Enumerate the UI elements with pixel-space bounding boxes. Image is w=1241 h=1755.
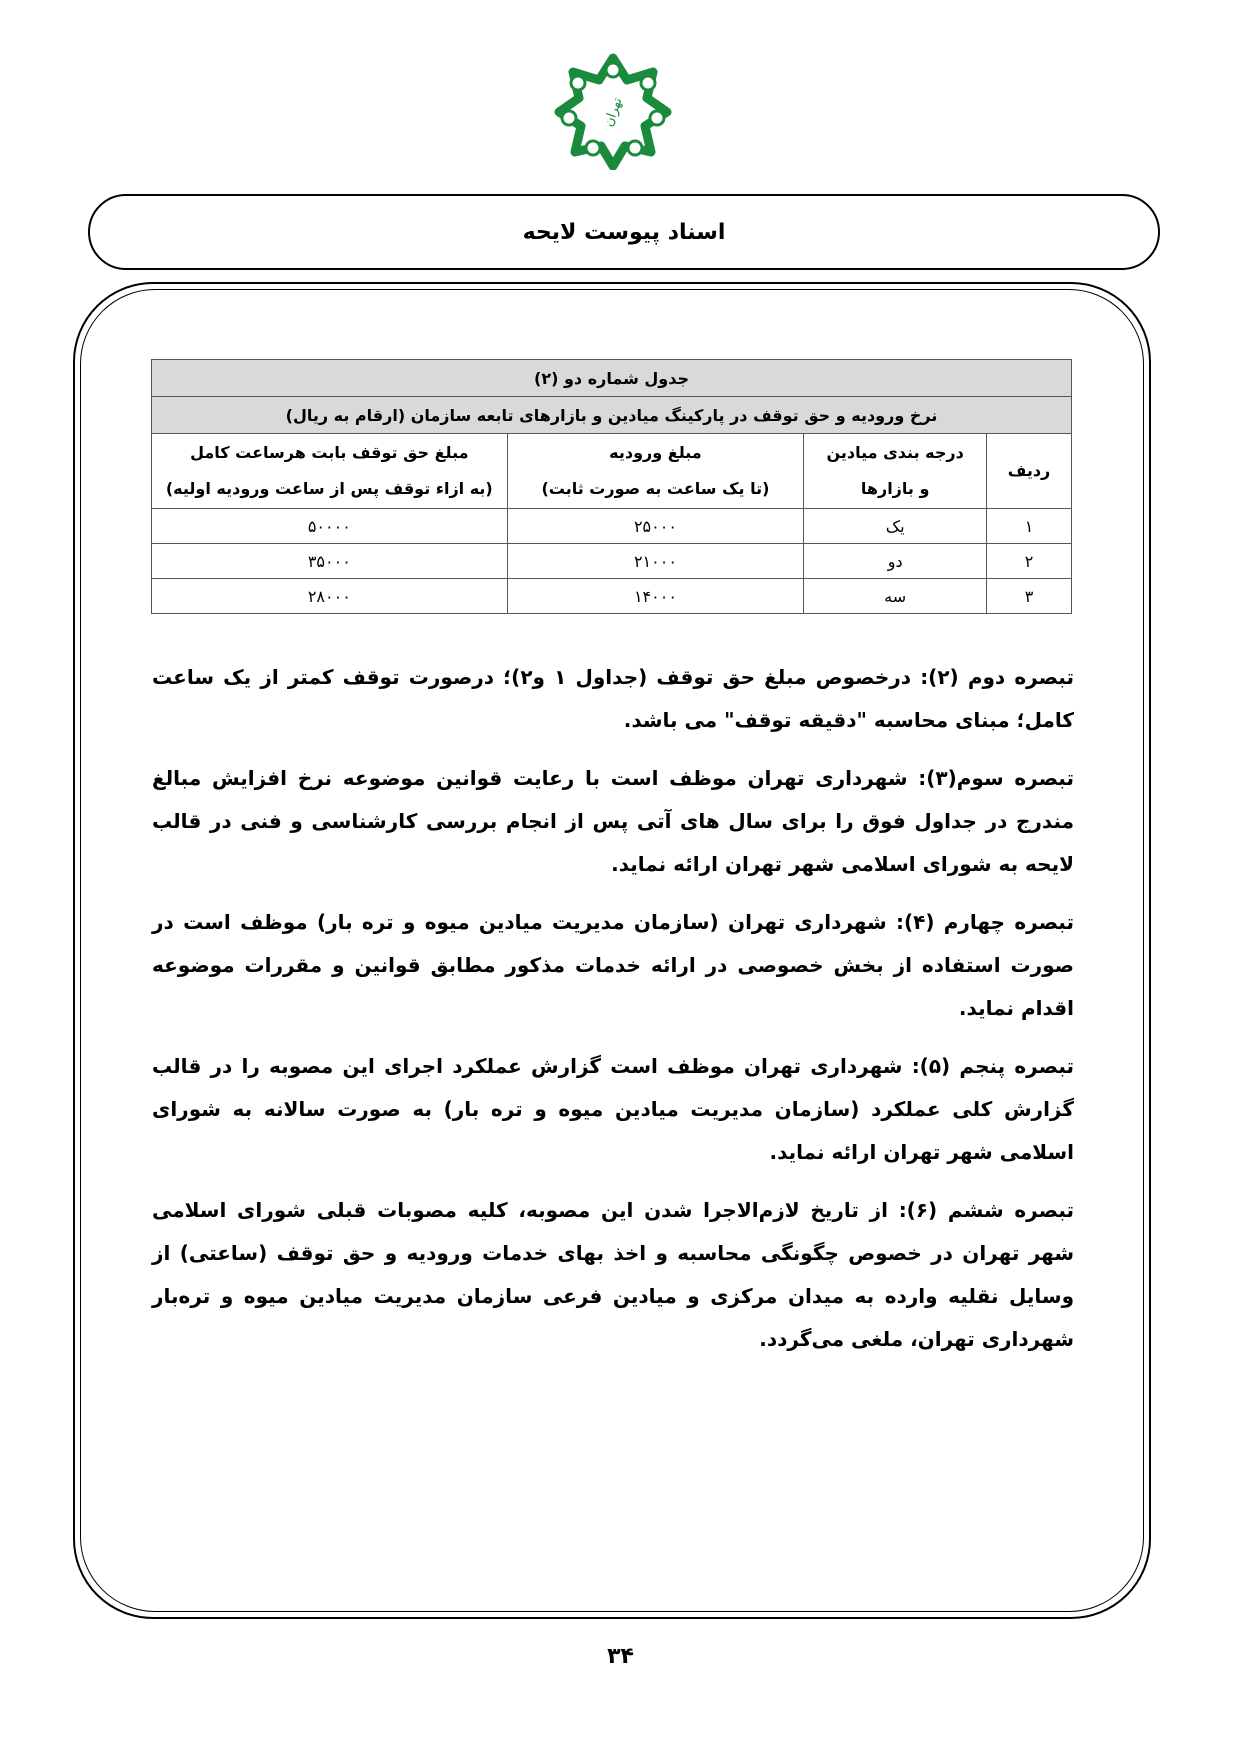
page-number: ۳۴ bbox=[607, 1644, 634, 1669]
column-header-grade: درجه بندی میادین و بازارها bbox=[804, 434, 987, 509]
tehran-municipality-logo bbox=[553, 50, 673, 170]
table-row bbox=[152, 509, 1072, 544]
note-paragraph: تبصره ششم (۶): از تاریخ لازم‌الاجرا شدن این مصوبه، کلیه مصوبات قبلی شورای اسلامی شهر تهران در خصوص چگونگی محاسبه و اخذ بهای خدمات ورودیه و حق توقف (ساعتی) از وسایل نقلیه وارده به میدان مرکزی و میادین فرعی سازمان مدیریت میادین میوه و تره‌بار شهرداری تهران، ملغی می‌گردد. bbox=[152, 1198, 1074, 1351]
table-row bbox=[152, 544, 1072, 579]
cell: ۲۱۰۰۰ bbox=[507, 544, 804, 579]
table-header-row bbox=[152, 434, 1072, 509]
table-subtitle: نرخ ورودیه و حق توقف در پارکینگ میادین و بازارهای تابعه سازمان (ارقام به ریال) bbox=[152, 397, 1072, 434]
cell: سه bbox=[804, 579, 987, 614]
table-row bbox=[152, 579, 1072, 614]
cell: ۲۸۰۰۰ bbox=[152, 579, 508, 614]
note-paragraph: تبصره چهارم (۴): شهرداری تهران (سازمان مدیریت میادین میوه و تره بار) موظف است در صورت استفاده از بخش خصوصی در ارائه خدمات مذکور مطابق قوانین و مقررات موضوعه اقدام نماید. bbox=[152, 910, 1074, 1020]
cell: ۳۵۰۰۰ bbox=[152, 544, 508, 579]
table-title: جدول شماره دو (۲) bbox=[152, 360, 1072, 397]
cell: ۱ bbox=[987, 509, 1072, 544]
cell: ۲ bbox=[987, 544, 1072, 579]
note-paragraph: تبصره پنجم (۵): شهرداری تهران موظف است گزارش عملکرد اجرای این مصوبه را در قالب گزارش کلی عملکرد (سازمان مدیریت میادین میوه و تره بار) به صورت سالانه به شورای اسلامی شهر تهران ارائه نماید. bbox=[152, 1054, 1075, 1164]
header-title: اسناد پیوست لایحه bbox=[522, 219, 726, 245]
cell: دو bbox=[804, 544, 987, 579]
cell: ۵۰۰۰۰ bbox=[152, 509, 508, 544]
notes-section bbox=[152, 656, 1074, 1376]
note-paragraph: تبصره سوم(۳): شهرداری تهران موظف است با رعایت قوانین موضوعه نرخ افزایش مبالغ مندرج در جداول فوق را برای سال های آتی پس از انجام بررسی کارشناسی و فنی در قالب لایحه به شورای اسلامی شهر تهران ارائه نماید. bbox=[152, 766, 1074, 876]
cell: ۲۵۰۰۰ bbox=[507, 509, 804, 544]
parking-rates-table bbox=[151, 359, 1072, 614]
svg-text:تهران: تهران bbox=[601, 95, 626, 129]
cell: ۱۴۰۰۰ bbox=[507, 579, 804, 614]
document-header bbox=[88, 194, 1160, 270]
cell: ۳ bbox=[987, 579, 1072, 614]
column-header-hourly-fee: مبلغ حق توقف بابت هرساعت کامل (به ازاء توقف پس از ساعت ورودیه اولیه) bbox=[152, 434, 508, 509]
column-header-entry-fee: مبلغ ورودیه (تا یک ساعت به صورت ثابت) bbox=[507, 434, 804, 509]
cell: یک bbox=[804, 509, 987, 544]
note-paragraph: تبصره دوم (۲): درخصوص مبلغ حق توقف (جداول ۱ و۲)؛ درصورت توقف کمتر از یک ساعت کامل؛ مبنای محاسبه "دقیقه توقف" می باشد. bbox=[152, 665, 1074, 732]
column-header-row-number: ردیف bbox=[987, 434, 1072, 509]
